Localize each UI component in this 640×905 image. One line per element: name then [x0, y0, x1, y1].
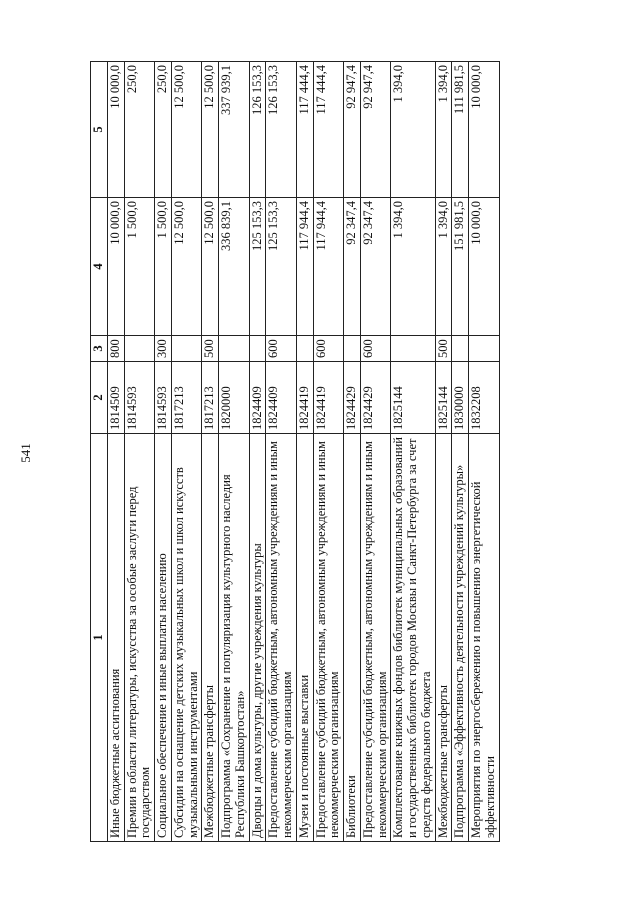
- budget-table: [90, 61, 500, 842]
- row-kind-cell: 600: [360, 336, 391, 362]
- table-row: [469, 62, 500, 842]
- rotated-page-content: [90, 62, 550, 842]
- table-row: [391, 62, 435, 842]
- header-cell: 3: [91, 336, 108, 362]
- row-code-cell: 1814593: [155, 362, 172, 434]
- row-value-4-cell: 336 839,1: [219, 198, 250, 336]
- row-value-4-cell: 92 347,4: [360, 198, 391, 336]
- row-value-4-cell: 1 394,0: [435, 198, 452, 336]
- table-row: [155, 62, 172, 842]
- table-row: [452, 62, 469, 842]
- row-code-cell: 1824419: [296, 362, 313, 434]
- row-name-cell: Мероприятия по энергосбережению и повышению энергетической эффективности: [469, 434, 500, 842]
- row-value-5-cell: 10 000,0: [469, 62, 500, 198]
- row-value-5-cell: 1 394,0: [435, 62, 452, 198]
- row-kind-cell: [219, 336, 250, 362]
- row-code-cell: 1814593: [124, 362, 155, 434]
- row-code-cell: 1817213: [171, 362, 202, 434]
- row-code-cell: 1814509: [107, 362, 124, 434]
- row-value-5-cell: 337 939,1: [219, 62, 250, 198]
- header-cell: 2: [91, 362, 108, 434]
- row-value-5-cell: 1 394,0: [391, 62, 435, 198]
- table-row: [296, 62, 313, 842]
- row-value-5-cell: 126 153,3: [249, 62, 266, 198]
- row-code-cell: 1825144: [435, 362, 452, 434]
- row-name-cell: Иные бюджетные ассигнования: [107, 434, 124, 842]
- header-cell: 4: [91, 198, 108, 336]
- row-value-5-cell: 111 981,5: [452, 62, 469, 198]
- row-value-4-cell: 1 500,0: [155, 198, 172, 336]
- row-code-cell: 1832208: [469, 362, 500, 434]
- row-name-cell: Социальное обеспечение и иные выплаты населению: [155, 434, 172, 842]
- table-row: [124, 62, 155, 842]
- header-cell: 1: [91, 434, 108, 842]
- row-name-cell: Предоставление субсидий бюджетным, автономным учреждениям и иным некоммерческим организациям: [313, 434, 344, 842]
- row-name-cell: Подпрограмма «Эффективность деятельности учреждений культуры»: [452, 434, 469, 842]
- row-code-cell: 1824409: [266, 362, 297, 434]
- row-value-4-cell: 151 981,5: [452, 198, 469, 336]
- row-value-4-cell: 12 500,0: [202, 198, 219, 336]
- row-kind-cell: [249, 336, 266, 362]
- row-kind-cell: 500: [202, 336, 219, 362]
- row-kind-cell: [344, 336, 361, 362]
- row-value-5-cell: 92 947,4: [344, 62, 361, 198]
- row-kind-cell: 300: [155, 336, 172, 362]
- table-row: [219, 62, 250, 842]
- row-value-5-cell: 12 500,0: [202, 62, 219, 198]
- table-row: [313, 62, 344, 842]
- row-name-cell: Предоставление субсидий бюджетным, автономным учреждениям и иным некоммерческим организациям: [360, 434, 391, 842]
- table-row: [171, 62, 202, 842]
- row-value-4-cell: 92 347,4: [344, 198, 361, 336]
- table-body: [107, 62, 499, 842]
- row-code-cell: 1820000: [219, 362, 250, 434]
- row-name-cell: Межбюджетные трансферты: [435, 434, 452, 842]
- row-name-cell: Библиотеки: [344, 434, 361, 842]
- row-kind-cell: 600: [313, 336, 344, 362]
- row-kind-cell: [124, 336, 155, 362]
- row-value-4-cell: 10 000,0: [469, 198, 500, 336]
- header-cell: 5: [91, 62, 108, 198]
- row-code-cell: 1824419: [313, 362, 344, 434]
- row-code-cell: 1824429: [360, 362, 391, 434]
- row-name-cell: Субсидии на оснащение детских музыкальных школ и школ искусств музыкальными инструментами: [171, 434, 202, 842]
- row-value-4-cell: 10 000,0: [107, 198, 124, 336]
- row-name-cell: Премии в области литературы, искусства за особые заслуги перед государством: [124, 434, 155, 842]
- row-value-5-cell: 117 444,4: [296, 62, 313, 198]
- row-value-5-cell: 250,0: [124, 62, 155, 198]
- row-value-5-cell: 12 500,0: [171, 62, 202, 198]
- row-kind-cell: [391, 336, 435, 362]
- row-name-cell: Музеи и постоянные выставки: [296, 434, 313, 842]
- row-value-5-cell: 10 000,0: [107, 62, 124, 198]
- row-value-4-cell: 125 153,3: [249, 198, 266, 336]
- table-row: [435, 62, 452, 842]
- page-number: 541: [18, 443, 33, 463]
- row-value-4-cell: 1 500,0: [124, 198, 155, 336]
- row-value-4-cell: 117 944,4: [313, 198, 344, 336]
- row-name-cell: Комплектование книжных фондов библиотек муниципальных образований и государственных библиотек городов Москвы и Санкт-Петербурга за счет средств федерального бюджета: [391, 434, 435, 842]
- row-name-cell: Подпрограмма «Сохранение и популяризация культурного наследия Республики Башкортостан»: [219, 434, 250, 842]
- row-code-cell: 1817213: [202, 362, 219, 434]
- row-kind-cell: [296, 336, 313, 362]
- row-value-4-cell: 1 394,0: [391, 198, 435, 336]
- table-row: [266, 62, 297, 842]
- row-value-4-cell: 117 944,4: [296, 198, 313, 336]
- row-kind-cell: [171, 336, 202, 362]
- row-value-5-cell: 92 947,4: [360, 62, 391, 198]
- table-row: [360, 62, 391, 842]
- table-row: [107, 62, 124, 842]
- row-kind-cell: 600: [266, 336, 297, 362]
- row-kind-cell: [452, 336, 469, 362]
- row-kind-cell: [469, 336, 500, 362]
- table-row: [344, 62, 361, 842]
- row-code-cell: 1830000: [452, 362, 469, 434]
- row-name-cell: Межбюджетные трансферты: [202, 434, 219, 842]
- table-header-row: [91, 62, 108, 842]
- row-value-5-cell: 250,0: [155, 62, 172, 198]
- row-value-5-cell: 126 153,3: [266, 62, 297, 198]
- table-row: [202, 62, 219, 842]
- row-code-cell: 1824429: [344, 362, 361, 434]
- row-code-cell: 1824409: [249, 362, 266, 434]
- row-name-cell: Дворцы и дома культуры, другие учреждения культуры: [249, 434, 266, 842]
- row-code-cell: 1825144: [391, 362, 435, 434]
- row-kind-cell: 500: [435, 336, 452, 362]
- row-value-5-cell: 117 444,4: [313, 62, 344, 198]
- row-value-4-cell: 125 153,3: [266, 198, 297, 336]
- row-kind-cell: 800: [107, 336, 124, 362]
- table-row: [249, 62, 266, 842]
- row-value-4-cell: 12 500,0: [171, 198, 202, 336]
- row-name-cell: Предоставление субсидий бюджетным, автономным учреждениям и иным некоммерческим организациям: [266, 434, 297, 842]
